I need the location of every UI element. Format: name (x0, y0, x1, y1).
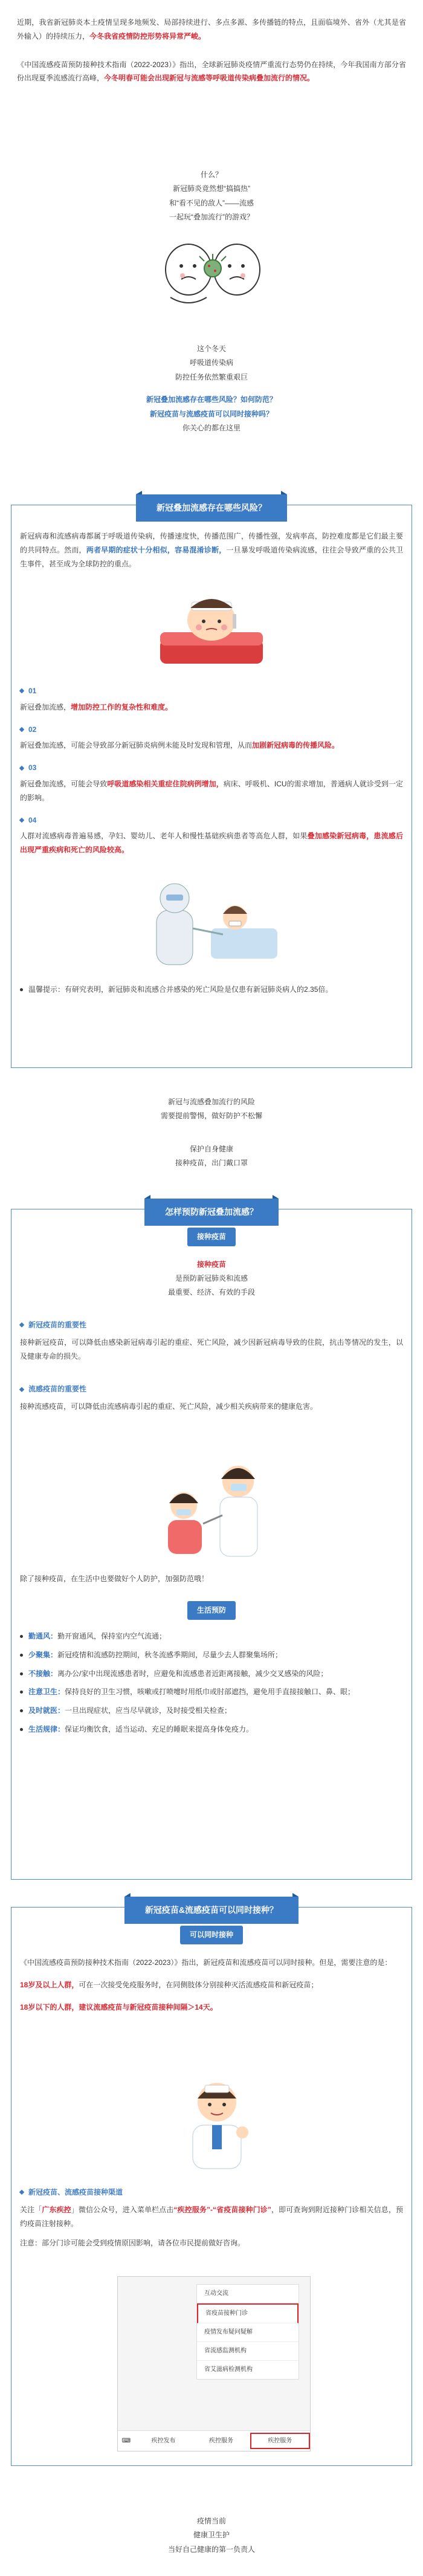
poem-line: 健康卫生护 (193, 2531, 230, 2540)
vaccination-illustration (147, 1457, 280, 1560)
risks-intro-text: 新冠病毒和流感病毒都属于呼吸道传染病，传播速度快，传播范围广，传播性强，发病率高，防控难度都是它们最主要的共同特点。然而， (20, 532, 403, 554)
submenu-item[interactable]: 互动交流 (197, 2285, 299, 2303)
intro-text: 近期，我省新冠肺炎本土疫情呈现多地频发、局部持续进行、多点多源、多传播链的特点，且面临境外、省外（尤其是省外输入）的持续压力， (17, 18, 406, 40)
risk-item: 新冠叠加流感，可能会导致部分新冠肺炎病例未能及时发现和管理，从而加剧新冠病毒的传播风险。 (20, 741, 340, 750)
intro-paragraph-1 (17, 16, 406, 44)
poem-line: 防控任务依然繁重艰巨 (175, 372, 248, 381)
risks-intro-text: 一旦暴发呼吸道传染病流感，往往会导致严重的公共卫生事件，甚至成为全球防控的重点。 (20, 545, 403, 568)
subheading: 新冠疫苗的重要性 (20, 1318, 403, 1332)
poem-line: 呼吸道传染病 (189, 358, 233, 367)
poem-line: 这个冬天 (196, 345, 226, 353)
section-co-vaccination (11, 1907, 412, 2466)
prevention-closing: 除了接种疫苗，在生活中也要做好个人防护，加强防范哦！ (20, 1574, 209, 1583)
risks-intro (20, 529, 403, 571)
diamond-bullet-icon (19, 765, 24, 770)
vaccine-slogan-line: 最重要、经济、有效的手段 (167, 1287, 255, 1296)
diamond-bullet-icon (19, 818, 24, 823)
risk-item: 新冠叠加流感，可能会导致呼吸道感染相关重症住院病例增加，病床、呼吸机、ICU的需求增加，普通病人就诊受到一定的影响。 (20, 779, 403, 802)
life-item: 勤通风：勤开窗通风，保持室内空气流通； (20, 1629, 403, 1643)
risk-number: 03 (20, 761, 403, 775)
pill-life-prevention: 生活预防 (187, 1601, 236, 1620)
section-title: 怎样预防新冠叠加流感？ (144, 1199, 279, 1226)
poem-closing (0, 2514, 423, 2557)
poem-line: 你关心的都在这里 (182, 423, 241, 432)
poem-line: 疫情当前 (196, 2517, 226, 2525)
risk-item: 新冠叠加流感，增加防控工作的复杂性和难度。 (20, 702, 173, 711)
intro-highlight: 今冬我省疫情防控形势将异常严峻。 (89, 31, 206, 40)
intro-section (0, 0, 423, 85)
paragraph: 接种新冠疫苗，可以降低由感染新冠病毒引起的重症、死亡风险，减少因新冠病毒导致的住院，抗击等情况的发生，以及健康寿命的损失。 (20, 1338, 403, 1361)
life-item: 不接触：离办公/家中出现流感患者时，应避免和流感患者近距离接触，减少交叉感染的风险； (20, 1667, 403, 1681)
submenu-item[interactable]: 省艾滋病检测机构 (204, 2366, 253, 2373)
co-vaccination-text (20, 1956, 403, 2014)
submenu-item-vaccine-clinic[interactable]: 省疫苗接种门诊 (197, 2303, 299, 2323)
vaccine-slogan-line: 是预防新冠肺炎和流感 (175, 1273, 248, 1283)
subheading: 新冠疫苗、流感疫苗接种渠道 (20, 2186, 403, 2199)
diamond-bullet-icon (19, 688, 24, 693)
poem-line: 新冠肺炎竟然想“搞搞热” (173, 184, 250, 193)
intro-text: 《中国流感疫苗预防接种技术指南（2022-2023）》指出，全球新冠肺炎疫情严重流行态势仍在持续，今年我国南方部分省份出现夏季流感流行高峰， (17, 60, 406, 83)
risk-item: 人群对流感病毒普遍易感，孕妇、婴幼儿、老年人和慢性基础疾病患者等高危人群，如果叠加感染新冠病毒，患流感后出现严重疾病和死亡的风险较高。 (20, 832, 403, 855)
menu-tab[interactable]: 疾控服务 (208, 2438, 233, 2444)
submenu (196, 2284, 299, 2380)
menu-tab-services[interactable]: 疾控服务 (250, 2433, 310, 2449)
poem-intro-questions (0, 342, 423, 435)
risk-number: 01 (20, 684, 403, 698)
risk-number: 04 (20, 814, 403, 827)
poem-line: 什么？ (200, 170, 222, 179)
diamond-bullet-icon (19, 1322, 24, 1327)
poem-line: 新冠与流感叠加流行的风险 (167, 1098, 255, 1106)
sick-person-illustration (154, 584, 269, 672)
note-paragraph: 注意：部分门诊可能会受到疫情原因影响，请各位市民提前做好咨询。 (20, 2239, 245, 2248)
subheading: 流感疫苗的重要性 (20, 1382, 403, 1396)
life-item: 及时就医：一旦出现症状，应当尽早就诊，及时接受相关检查； (20, 1704, 403, 1718)
intro-paragraph-2 (17, 58, 406, 86)
section-risks (11, 505, 412, 1068)
vaccine-slogan-title: 接种疫苗 (196, 1260, 226, 1269)
submenu-item[interactable]: 省流感监测机构 (197, 2342, 299, 2361)
menu-bar (118, 2430, 310, 2451)
vaccine-importance (20, 1318, 403, 1414)
intro-highlight: 今冬明春可能会出现新冠与流感等呼吸道传染病叠加流行的情况。 (104, 74, 315, 83)
poem-line: 当好自己健康的第一负责人 (167, 2545, 255, 2554)
doctor-illustration (175, 2074, 259, 2171)
paragraph: 《中国流感疫苗预防接种技术指南（2022-2023）》指出，新冠疫苗和流感疫苗可以同时接种。但是，需要注意的是： (20, 1958, 392, 1967)
poem-protect (0, 1142, 423, 1171)
rule-adult: 18岁及以上人群，可在一次接受免疫服务时，在同侧肢体分别接种灭活流感疫苗和新冠疫苗； (20, 1980, 318, 1989)
diamond-bullet-icon (19, 1387, 24, 1392)
virus-cartoon-illustration (146, 232, 279, 317)
risks-intro-highlight: 两者早期的症状十分相似，容易混淆诊断， (86, 545, 227, 554)
menu-tab[interactable]: 疾控发布 (151, 2438, 176, 2444)
section-title: 新冠叠加流感存在哪些风险？ (136, 494, 287, 522)
risk-number: 02 (20, 723, 403, 737)
pill-vaccination: 接种疫苗 (187, 1228, 236, 1246)
tip-item: 温馨提示：有研究表明，新冠肺炎和流感合并感染的死亡风险是仅患有新冠肺炎病人的2.35倍。 (20, 983, 403, 997)
vaccine-slogan (11, 1258, 412, 1299)
life-item: 生活规律：保证均衡饮食，适当运动、充足的睡眠来提高身体免疫力。 (20, 1723, 403, 1736)
poem-warning (0, 1095, 423, 1124)
keyboard-icon[interactable]: ⌨ (121, 2438, 131, 2444)
question-link: 新冠叠加流感存在哪些风险？如何防范？ (146, 395, 277, 404)
question-link: 新冠疫苗与流感疫苗可以同时接种吗？ (149, 409, 273, 418)
life-prevention-list (20, 1629, 403, 1741)
risk-list (20, 684, 403, 866)
section-title: 新冠疫苗&流感疫苗可以同时接种？ (124, 1897, 299, 1924)
submenu-item[interactable]: 疫情发布疑问疑解 (197, 2323, 299, 2342)
poem-line: 保护自身健康 (189, 1145, 233, 1153)
paragraph: 接种流感疫苗，可以降低由流感病毒引起的重症、死亡风险，减少相关疾病带来的健康危害。 (20, 1402, 318, 1411)
wechat-menu-mock (117, 2276, 311, 2451)
poem-question (0, 168, 423, 225)
diamond-bullet-icon (19, 727, 24, 732)
poem-line: 和“看不见的敌人”——流感 (169, 198, 254, 207)
diamond-bullet-icon (19, 2190, 24, 2195)
poem-line: 接种疫苗，出门戴口罩 (175, 1159, 248, 1168)
channels-paragraph: 关注「广东疾控」微信公众号，进入菜单栏点击“疾控服务”-“省疫苗接种门诊”，即可查询到附近接种门诊相关信息，预约疫苗注射接种。 (20, 2205, 403, 2228)
life-item: 注意卫生：保持良好的卫生习惯，咳嗽或打喷嚏时用纸巾或肘部遮挡，避免用手直接接触口、鼻、眼； (20, 1685, 403, 1699)
doctor-patient-illustration (132, 874, 289, 971)
pill-co-vaccination: 可以同时接种 (180, 1926, 243, 1944)
section-prevention (11, 1209, 412, 1880)
tip-list (20, 983, 403, 1002)
poem-line: 需要提前警惕，做好防护不松懈 (160, 1112, 262, 1121)
life-item: 少聚集：新冠疫情和流感防控期间，秋冬流感季期间，尽量少去人群聚集场所； (20, 1648, 403, 1662)
rule-minor: 18岁以下的人群，建议流感疫苗与新冠疫苗接种间隔＞14天。 (20, 2002, 218, 2011)
poem-line: 一起玩“叠加流行”的游戏？ (169, 213, 254, 222)
channels-block (20, 2186, 403, 2250)
